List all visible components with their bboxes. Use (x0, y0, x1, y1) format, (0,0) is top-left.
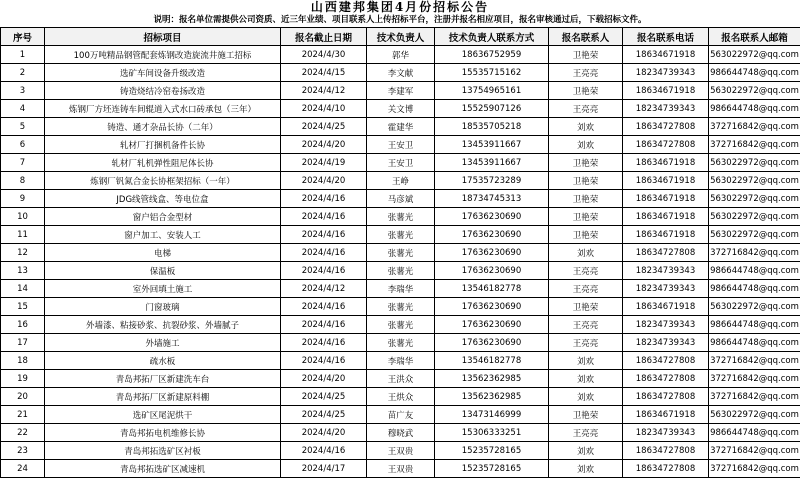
tech-lead: 王洪众 (367, 370, 435, 388)
tech-contact: 17636230690 (435, 262, 549, 280)
row-index: 22 (1, 424, 45, 442)
table-row (1, 298, 800, 316)
contact-email: 563022972@qq.com (709, 298, 800, 316)
contact-email: 372716842@qq.com (709, 460, 800, 478)
tech-lead: 王安卫 (367, 154, 435, 172)
tech-lead: 张薯光 (367, 334, 435, 352)
contact-person: 王亮亮 (549, 64, 623, 82)
contact-phone: 18634671918 (623, 82, 709, 100)
project-name: 100万吨精品钢管配套炼钢改造旋流井施工招标 (45, 46, 281, 64)
tech-lead: 张薯光 (367, 298, 435, 316)
contact-email: 986644748@qq.com (709, 262, 800, 280)
contact-person: 卫艳荣 (549, 208, 623, 226)
project-name: 炼钢厂钒氮合金长协框架招标（一年） (45, 172, 281, 190)
deadline: 2024/4/10 (281, 100, 367, 118)
contact-phone: 18234739343 (623, 100, 709, 118)
tech-contact: 15235728165 (435, 442, 549, 460)
tech-contact: 18734745313 (435, 190, 549, 208)
contact-phone: 18234739343 (623, 424, 709, 442)
deadline: 2024/4/16 (281, 298, 367, 316)
contact-person: 刘欢 (549, 388, 623, 406)
deadline: 2024/4/25 (281, 406, 367, 424)
tech-contact: 17636230690 (435, 244, 549, 262)
row-index: 1 (1, 46, 45, 64)
row-index: 5 (1, 118, 45, 136)
header-contact-phone: 报名联系电话 (623, 28, 709, 46)
contact-person: 王亮亮 (549, 316, 623, 334)
deadline: 2024/4/17 (281, 460, 367, 478)
contact-phone: 18634671918 (623, 226, 709, 244)
tech-lead: 张薯光 (367, 208, 435, 226)
tech-lead: 李瑞华 (367, 280, 435, 298)
contact-person: 刘欢 (549, 136, 623, 154)
tech-lead: 穆晓武 (367, 424, 435, 442)
tech-contact: 15306333251 (435, 424, 549, 442)
contact-person: 卫艳荣 (549, 154, 623, 172)
deadline: 2024/4/12 (281, 82, 367, 100)
contact-email: 563022972@qq.com (709, 406, 800, 424)
row-index: 11 (1, 226, 45, 244)
contact-phone: 18234739343 (623, 64, 709, 82)
contact-email: 986644748@qq.com (709, 316, 800, 334)
contact-email: 563022972@qq.com (709, 46, 800, 64)
table-row (1, 82, 800, 100)
tech-contact: 13453911667 (435, 154, 549, 172)
row-index: 4 (1, 100, 45, 118)
contact-person: 王亮亮 (549, 100, 623, 118)
contact-phone: 18634671918 (623, 154, 709, 172)
contact-phone: 18634727808 (623, 244, 709, 262)
header-contact-person: 报名联系人 (549, 28, 623, 46)
table-row (1, 136, 800, 154)
contact-phone: 18634671918 (623, 46, 709, 64)
tech-contact: 13546182778 (435, 352, 549, 370)
table-row (1, 460, 800, 478)
tech-contact: 13562362985 (435, 388, 549, 406)
table-body (1, 46, 800, 478)
contact-person: 刘欢 (549, 370, 623, 388)
contact-person: 刘欢 (549, 352, 623, 370)
project-name: 青岛邦拓选矿区衬板 (45, 442, 281, 460)
tech-contact: 17636230690 (435, 226, 549, 244)
project-name: 铸造、通才杂品长协（二年） (45, 118, 281, 136)
instructions-note: 说明：报名单位需提供公司资质、近三年业绩、项目联系人上传招标平台，注册并报名相应项目，报名审核通过后，下载招标文件。 (0, 14, 800, 27)
contact-email: 986644748@qq.com (709, 100, 800, 118)
row-index: 3 (1, 82, 45, 100)
deadline: 2024/4/16 (281, 442, 367, 460)
contact-email: 563022972@qq.com (709, 172, 800, 190)
tech-contact: 18535705218 (435, 118, 549, 136)
contact-email: 986644748@qq.com (709, 424, 800, 442)
contact-phone: 18634727808 (623, 388, 709, 406)
tech-contact: 17636230690 (435, 208, 549, 226)
tech-contact: 18636752959 (435, 46, 549, 64)
project-name: 室外回填土施工 (45, 280, 281, 298)
tender-table (0, 27, 800, 478)
tech-lead: 关文博 (367, 100, 435, 118)
table-row (1, 370, 800, 388)
header-deadline: 报名截止日期 (281, 28, 367, 46)
contact-email: 372716842@qq.com (709, 136, 800, 154)
project-name: 电梯 (45, 244, 281, 262)
contact-person: 卫艳荣 (549, 406, 623, 424)
contact-phone: 18634671918 (623, 298, 709, 316)
header-tech-lead: 技术负责人 (367, 28, 435, 46)
tech-contact: 15235728165 (435, 460, 549, 478)
table-row (1, 388, 800, 406)
contact-email: 372716842@qq.com (709, 442, 800, 460)
contact-phone: 18634671918 (623, 172, 709, 190)
contact-phone: 18634671918 (623, 208, 709, 226)
tech-contact: 13473146999 (435, 406, 549, 424)
contact-phone: 18234739343 (623, 280, 709, 298)
project-name: 窗户加工、安装人工 (45, 226, 281, 244)
contact-email: 563022972@qq.com (709, 82, 800, 100)
contact-phone: 18634671918 (623, 406, 709, 424)
table-row (1, 154, 800, 172)
project-name: 青岛邦拓选矿区减速机 (45, 460, 281, 478)
tech-lead: 张薯光 (367, 226, 435, 244)
row-index: 18 (1, 352, 45, 370)
contact-email: 986644748@qq.com (709, 334, 800, 352)
contact-email: 563022972@qq.com (709, 190, 800, 208)
contact-person: 刘欢 (549, 118, 623, 136)
tech-contact: 15525907126 (435, 100, 549, 118)
project-name: 窗户铝合金型材 (45, 208, 281, 226)
table-row (1, 226, 800, 244)
header-index: 序号 (1, 28, 45, 46)
table-row (1, 424, 800, 442)
table-row (1, 190, 800, 208)
contact-person: 刘欢 (549, 442, 623, 460)
contact-person: 卫艳荣 (549, 46, 623, 64)
contact-phone: 18634727808 (623, 370, 709, 388)
deadline: 2024/4/19 (281, 154, 367, 172)
contact-email: 563022972@qq.com (709, 154, 800, 172)
contact-person: 卫艳荣 (549, 172, 623, 190)
row-index: 8 (1, 172, 45, 190)
project-name: 外墙漆、粘接砂浆、抗裂砂浆、外墙腻子 (45, 316, 281, 334)
tech-lead: 霍建华 (367, 118, 435, 136)
contact-phone: 18634671918 (623, 190, 709, 208)
row-index: 17 (1, 334, 45, 352)
tech-contact: 13453911667 (435, 136, 549, 154)
table-row (1, 316, 800, 334)
tech-lead: 张薯光 (367, 262, 435, 280)
row-index: 13 (1, 262, 45, 280)
contact-email: 563022972@qq.com (709, 226, 800, 244)
deadline: 2024/4/20 (281, 136, 367, 154)
project-name: 轧材厂轧机弹性阻尼体长协 (45, 154, 281, 172)
table-row (1, 118, 800, 136)
deadline: 2024/4/12 (281, 280, 367, 298)
table-row (1, 64, 800, 82)
tech-lead: 王峥 (367, 172, 435, 190)
contact-phone: 18634727808 (623, 460, 709, 478)
row-index: 14 (1, 280, 45, 298)
table-row (1, 172, 800, 190)
tech-lead: 王双贵 (367, 442, 435, 460)
project-name: 铸造烧结冷窑卷扬改造 (45, 82, 281, 100)
contact-phone: 18234739343 (623, 316, 709, 334)
table-row (1, 262, 800, 280)
table-row (1, 352, 800, 370)
deadline: 2024/4/16 (281, 262, 367, 280)
table-row (1, 406, 800, 424)
contact-person: 卫艳荣 (549, 82, 623, 100)
deadline: 2024/4/25 (281, 118, 367, 136)
contact-person: 刘欢 (549, 460, 623, 478)
table-row (1, 244, 800, 262)
tech-lead: 王双贵 (367, 460, 435, 478)
project-name: JDG线管线盒、等电位盒 (45, 190, 281, 208)
contact-phone: 18634727808 (623, 136, 709, 154)
table-row (1, 46, 800, 64)
tech-lead: 王安卫 (367, 136, 435, 154)
contact-email: 372716842@qq.com (709, 370, 800, 388)
table-row (1, 208, 800, 226)
table-row (1, 442, 800, 460)
project-name: 青岛邦拓厂区新建洗车台 (45, 370, 281, 388)
project-name: 保温板 (45, 262, 281, 280)
contact-email: 986644748@qq.com (709, 280, 800, 298)
deadline: 2024/4/30 (281, 46, 367, 64)
deadline: 2024/4/16 (281, 334, 367, 352)
contact-phone: 18634727808 (623, 352, 709, 370)
tech-lead: 李文献 (367, 64, 435, 82)
deadline: 2024/4/15 (281, 64, 367, 82)
contact-email: 563022972@qq.com (709, 208, 800, 226)
contact-email: 372716842@qq.com (709, 244, 800, 262)
project-name: 轧材厂打捆机备件长协 (45, 136, 281, 154)
tech-lead: 张薯光 (367, 316, 435, 334)
project-name: 疏水板 (45, 352, 281, 370)
table-row (1, 280, 800, 298)
row-index: 6 (1, 136, 45, 154)
row-index: 19 (1, 370, 45, 388)
tech-contact: 13754965161 (435, 82, 549, 100)
contact-phone: 18634727808 (623, 442, 709, 460)
contact-email: 372716842@qq.com (709, 118, 800, 136)
project-name: 外墙施工 (45, 334, 281, 352)
deadline: 2024/4/16 (281, 352, 367, 370)
table-row (1, 334, 800, 352)
contact-phone: 18234739343 (623, 262, 709, 280)
project-name: 选矿区尾泥烘干 (45, 406, 281, 424)
deadline: 2024/4/16 (281, 226, 367, 244)
tech-lead: 张薯光 (367, 244, 435, 262)
contact-person: 卫艳荣 (549, 298, 623, 316)
contact-person: 王亮亮 (549, 424, 623, 442)
contact-email: 372716842@qq.com (709, 388, 800, 406)
tech-lead: 李瑞华 (367, 352, 435, 370)
header-project: 招标项目 (45, 28, 281, 46)
page-title: 山西建邦集团4月份招标公告 (0, 0, 800, 14)
contact-phone: 18634727808 (623, 118, 709, 136)
row-index: 2 (1, 64, 45, 82)
tech-contact: 17636230690 (435, 298, 549, 316)
project-name: 炼钢厂方坯连铸车间辊道入式水口砖承包（三年） (45, 100, 281, 118)
tech-lead: 王烘众 (367, 388, 435, 406)
row-index: 24 (1, 460, 45, 478)
contact-person: 卫艳荣 (549, 190, 623, 208)
row-index: 16 (1, 316, 45, 334)
row-index: 12 (1, 244, 45, 262)
tech-lead: 马彦斌 (367, 190, 435, 208)
tech-contact: 13562362985 (435, 370, 549, 388)
deadline: 2024/4/20 (281, 172, 367, 190)
tech-contact: 13546182778 (435, 280, 549, 298)
contact-person: 卫艳荣 (549, 226, 623, 244)
deadline: 2024/4/25 (281, 388, 367, 406)
row-index: 15 (1, 298, 45, 316)
deadline: 2024/4/20 (281, 370, 367, 388)
header-tech-contact: 技术负责人联系方式 (435, 28, 549, 46)
project-name: 门窗玻璃 (45, 298, 281, 316)
deadline: 2024/4/16 (281, 316, 367, 334)
tech-lead: 李建军 (367, 82, 435, 100)
project-name: 选矿车间设备升级改造 (45, 64, 281, 82)
tech-contact: 17535723289 (435, 172, 549, 190)
row-index: 21 (1, 406, 45, 424)
contact-person: 王亮亮 (549, 334, 623, 352)
row-index: 20 (1, 388, 45, 406)
contact-phone: 18234739343 (623, 334, 709, 352)
contact-person: 王亮亮 (549, 280, 623, 298)
table-row (1, 100, 800, 118)
row-index: 10 (1, 208, 45, 226)
contact-person: 刘欢 (549, 244, 623, 262)
contact-email: 372716842@qq.com (709, 352, 800, 370)
tech-contact: 17636230690 (435, 334, 549, 352)
tech-contact: 15535715162 (435, 64, 549, 82)
deadline: 2024/4/20 (281, 424, 367, 442)
row-index: 7 (1, 154, 45, 172)
table-header-row (1, 28, 800, 46)
tech-contact: 17636230690 (435, 316, 549, 334)
project-name: 青岛邦拓厂区新建原料棚 (45, 388, 281, 406)
deadline: 2024/4/16 (281, 208, 367, 226)
deadline: 2024/4/16 (281, 244, 367, 262)
row-index: 23 (1, 442, 45, 460)
contact-email: 986644748@qq.com (709, 64, 800, 82)
row-index: 9 (1, 190, 45, 208)
deadline: 2024/4/16 (281, 190, 367, 208)
header-contact-email: 报名联系人邮箱 (709, 28, 800, 46)
contact-person: 王亮亮 (549, 262, 623, 280)
tech-lead: 郭华 (367, 46, 435, 64)
tech-lead: 苗广友 (367, 406, 435, 424)
project-name: 青岛邦拓电机维修长协 (45, 424, 281, 442)
